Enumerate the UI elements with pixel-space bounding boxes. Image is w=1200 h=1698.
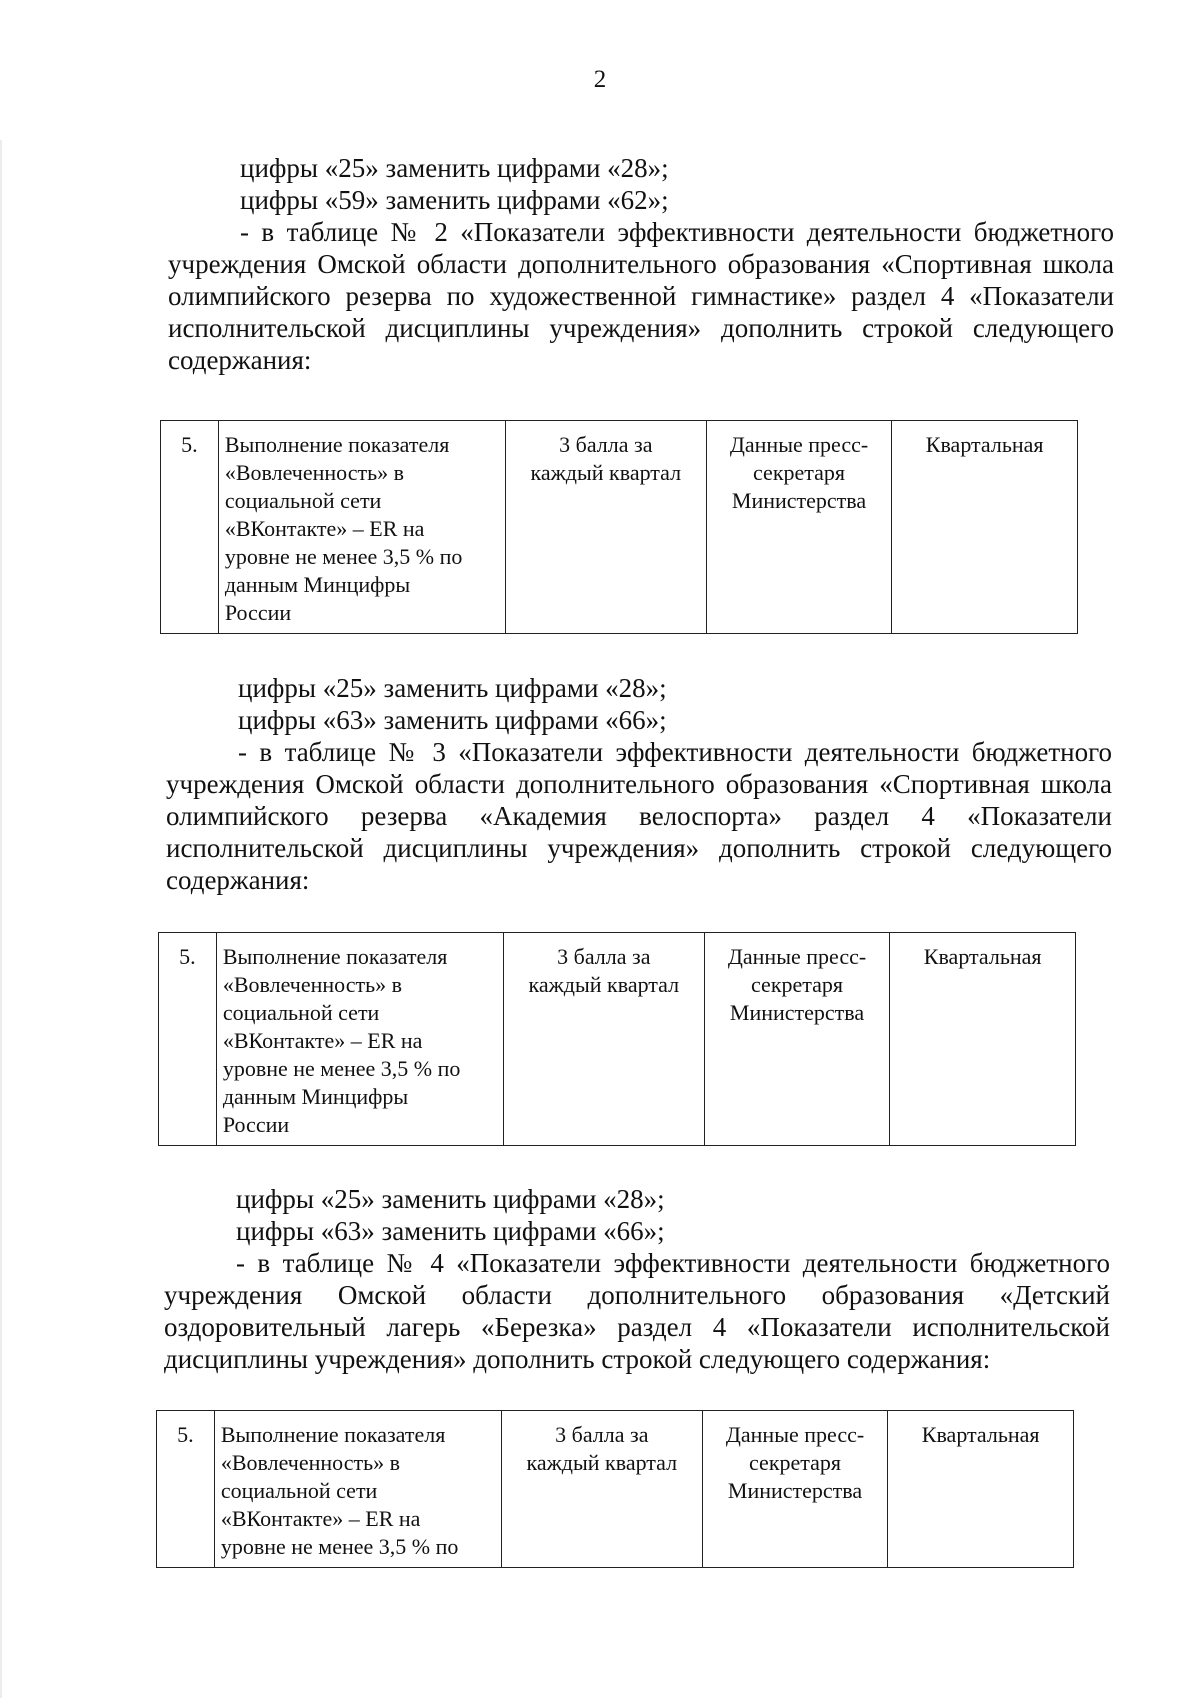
indicator-table-3	[156, 1410, 1074, 1568]
amendment-paragraph: - в таблице № 4 «Показатели эффективности деятельности бюджетного учреждения Омской области дополнительного образования «Детский оздоровительный лагерь «Березка» раздел 4 «Показатели исполнительской дисциплины учреждения» дополнить строкой следующего содержания:	[164, 1248, 1110, 1374]
indicator-score: 3 балла за каждый квартал	[503, 933, 704, 1146]
indicator-table-2	[158, 932, 1076, 1146]
page-number: 2	[593, 66, 607, 93]
indicator-source: Данные пресс- секретаря Министерства	[706, 421, 892, 634]
amendment-paragraph: - в таблице № 3 «Показатели эффективности деятельности бюджетного учреждения Омской области дополнительного образования «Спортивная школа олимпийского резерва «Академия велоспорта» раздел 4 «Показатели исполнительской дисциплины учреждения» дополнить строкой следующего содержания:	[166, 737, 1112, 895]
indicator-name: Выполнение показателя «Вовлеченность» в социальной сети «ВКонтакте» – ER на уровне не менее 3,5 % по данным Минцифры России	[216, 933, 503, 1146]
change-line: цифры «63» заменить цифрами «66»;	[238, 705, 667, 735]
indicator-table-1	[160, 420, 1078, 634]
row-number: 5.	[157, 1411, 215, 1568]
indicator-name: Выполнение показателя «Вовлеченность» в социальной сети «ВКонтакте» – ER на уровне не менее 3,5 % по	[214, 1411, 501, 1568]
change-line: цифры «25» заменить цифрами «28»;	[236, 1184, 665, 1214]
change-line: цифры «63» заменить цифрами «66»;	[236, 1216, 665, 1246]
table-row	[159, 933, 1076, 1146]
change-line: цифры «25» заменить цифрами «28»;	[240, 153, 669, 183]
change-line: цифры «59» заменить цифрами «62»;	[240, 185, 669, 215]
indicator-period: Квартальная	[888, 1411, 1074, 1568]
section-2	[166, 672, 1112, 896]
row-number: 5.	[161, 421, 219, 634]
table-row	[157, 1411, 1074, 1568]
indicator-period: Квартальная	[890, 933, 1076, 1146]
section-1	[168, 152, 1114, 376]
indicator-source: Данные пресс- секретаря Министерства	[704, 933, 890, 1146]
row-number: 5.	[159, 933, 217, 1146]
indicator-period: Квартальная	[892, 421, 1078, 634]
indicator-source: Данные пресс- секретаря Министерства	[702, 1411, 888, 1568]
table-row	[161, 421, 1078, 634]
change-line: цифры «25» заменить цифрами «28»;	[238, 673, 667, 703]
indicator-name: Выполнение показателя «Вовлеченность» в социальной сети «ВКонтакте» – ER на уровне не менее 3,5 % по данным Минцифры России	[218, 421, 505, 634]
indicator-score: 3 балла за каждый квартал	[501, 1411, 702, 1568]
amendment-paragraph: - в таблице № 2 «Показатели эффективности деятельности бюджетного учреждения Омской области дополнительного образования «Спортивная школа олимпийского резерва по художественной гимнастике» раздел 4 «Показатели исполнительской дисциплины учреждения» дополнить строкой следующего содержания:	[168, 217, 1114, 375]
section-3	[164, 1183, 1110, 1375]
indicator-score: 3 балла за каждый квартал	[505, 421, 706, 634]
